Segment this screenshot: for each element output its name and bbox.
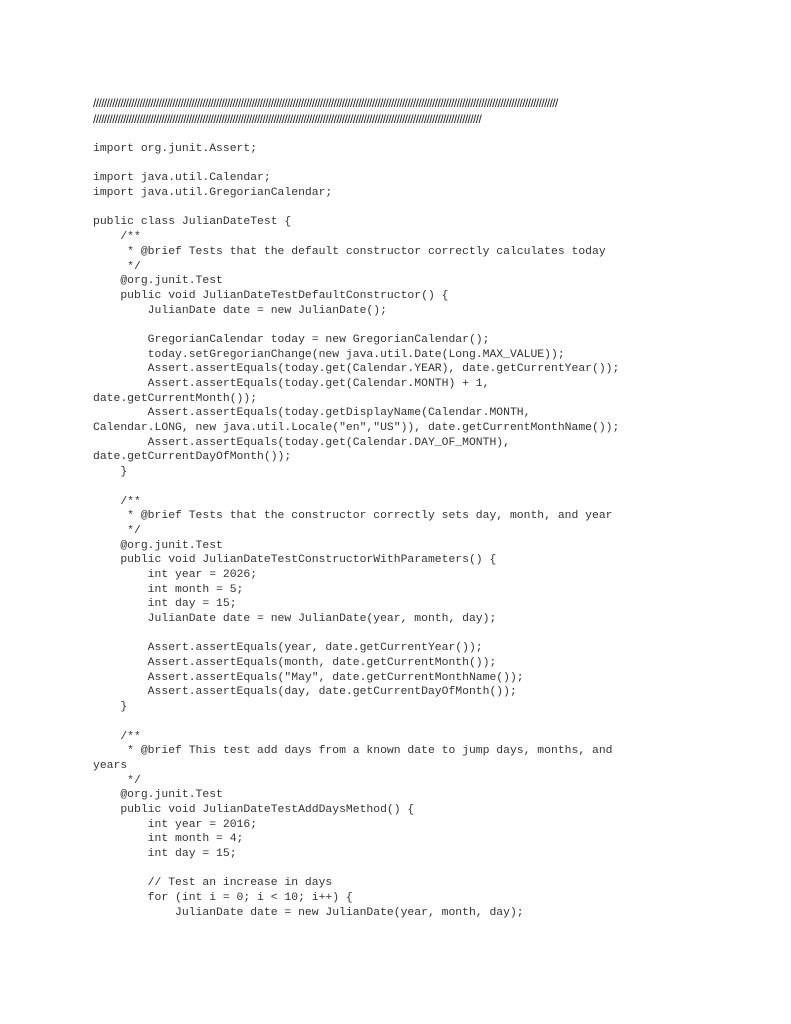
code-line: @org.junit.Test xyxy=(93,275,223,288)
code-line: Assert.assertEquals(today.getDisplayName(Calendar.MONTH, xyxy=(93,407,531,420)
code-line: * @brief Tests that the constructor correctly sets day, month, and year xyxy=(93,510,613,523)
code-line: Assert.assertEquals(today.get(Calendar.YEAR), date.getCurrentYear()); xyxy=(93,363,620,376)
code-line: Assert.assertEquals("May", date.getCurrentMonthName()); xyxy=(93,671,524,684)
code-line: Assert.assertEquals(month, date.getCurrentMonth()); xyxy=(93,657,497,670)
code-line: } xyxy=(93,701,128,714)
code-line xyxy=(93,318,783,333)
code-line: /** xyxy=(93,730,141,743)
code-line: for (int i = 0; i < 10; i++) { xyxy=(93,892,353,905)
code-line xyxy=(93,627,783,642)
code-line: int year = 2016; xyxy=(93,818,258,831)
code-line: JulianDate date = new JulianDate(); xyxy=(93,304,387,317)
code-line: int year = 2026; xyxy=(93,568,258,581)
slash-separator-1: ////////////////////////////////////////////////////////////////////////////////////////////////////////////////////////////////////////////////////////////////////////// xyxy=(93,96,558,110)
code-line: today.setGregorianChange(new java.util.Date(Long.MAX_VALUE)); xyxy=(93,348,565,361)
code-line: int month = 5; xyxy=(93,583,244,596)
code-line: } xyxy=(93,466,128,479)
slash-separator-2: ////////////////////////////////////////////////////////////////////////////////////////////////////////////////////////////////////////////// xyxy=(93,112,482,126)
code-line: int month = 4; xyxy=(93,833,244,846)
code-line: import java.util.GregorianCalendar; xyxy=(93,187,333,200)
code-line: */ xyxy=(93,260,141,273)
code-line: Assert.assertEquals(year, date.getCurrentYear()); xyxy=(93,642,483,655)
code-line xyxy=(93,715,783,730)
code-line: date.getCurrentDayOfMonth()); xyxy=(93,451,292,464)
code-line: @org.junit.Test xyxy=(93,789,223,802)
code-line: JulianDate date = new JulianDate(year, month, day); xyxy=(93,613,497,625)
code-line xyxy=(93,862,783,877)
code-line: public void JulianDateTestAddDaysMethod() { xyxy=(93,803,415,816)
code-line: import java.util.Calendar; xyxy=(93,172,271,185)
code-line: import org.junit.Assert; xyxy=(93,143,258,155)
code-line: int day = 15; xyxy=(93,848,237,860)
code-line: Assert.assertEquals(day, date.getCurrentDayOfMonth()); xyxy=(93,686,517,699)
code-line: /** xyxy=(93,495,141,508)
code-listing xyxy=(93,142,783,920)
code-line xyxy=(93,157,783,172)
code-line xyxy=(93,201,783,216)
code-line: * @brief Tests that the default constructor correctly calculates today xyxy=(93,245,606,258)
code-line: * @brief This test add days from a known date to jump days, months, and xyxy=(93,745,613,758)
code-line: Assert.assertEquals(today.get(Calendar.DAY_OF_MONTH), xyxy=(93,436,510,449)
code-line: Assert.assertEquals(today.get(Calendar.MONTH) + 1, xyxy=(93,378,490,390)
code-line: date.getCurrentMonth()); xyxy=(93,392,258,405)
code-line xyxy=(93,480,783,495)
code-line: public class JulianDateTest { xyxy=(93,216,292,229)
code-line: */ xyxy=(93,524,141,537)
code-line: */ xyxy=(93,774,141,787)
code-line: public void JulianDateTestDefaultConstructor() { xyxy=(93,289,449,302)
code-line: Calendar.LONG, new java.util.Locale("en","US")), date.getCurrentMonthName()); xyxy=(93,422,620,435)
code-line: @org.junit.Test xyxy=(93,539,223,552)
code-line: // Test an increase in days xyxy=(93,877,333,890)
code-line: /** xyxy=(93,231,141,244)
code-line: years xyxy=(93,759,128,772)
code-line: public void JulianDateTestConstructorWithParameters() { xyxy=(93,554,497,567)
code-line: JulianDate date = new JulianDate(year, month, day); xyxy=(93,906,524,919)
code-line: GregorianCalendar today = new GregorianCalendar(); xyxy=(93,333,490,346)
code-line: int day = 15; xyxy=(93,598,237,611)
